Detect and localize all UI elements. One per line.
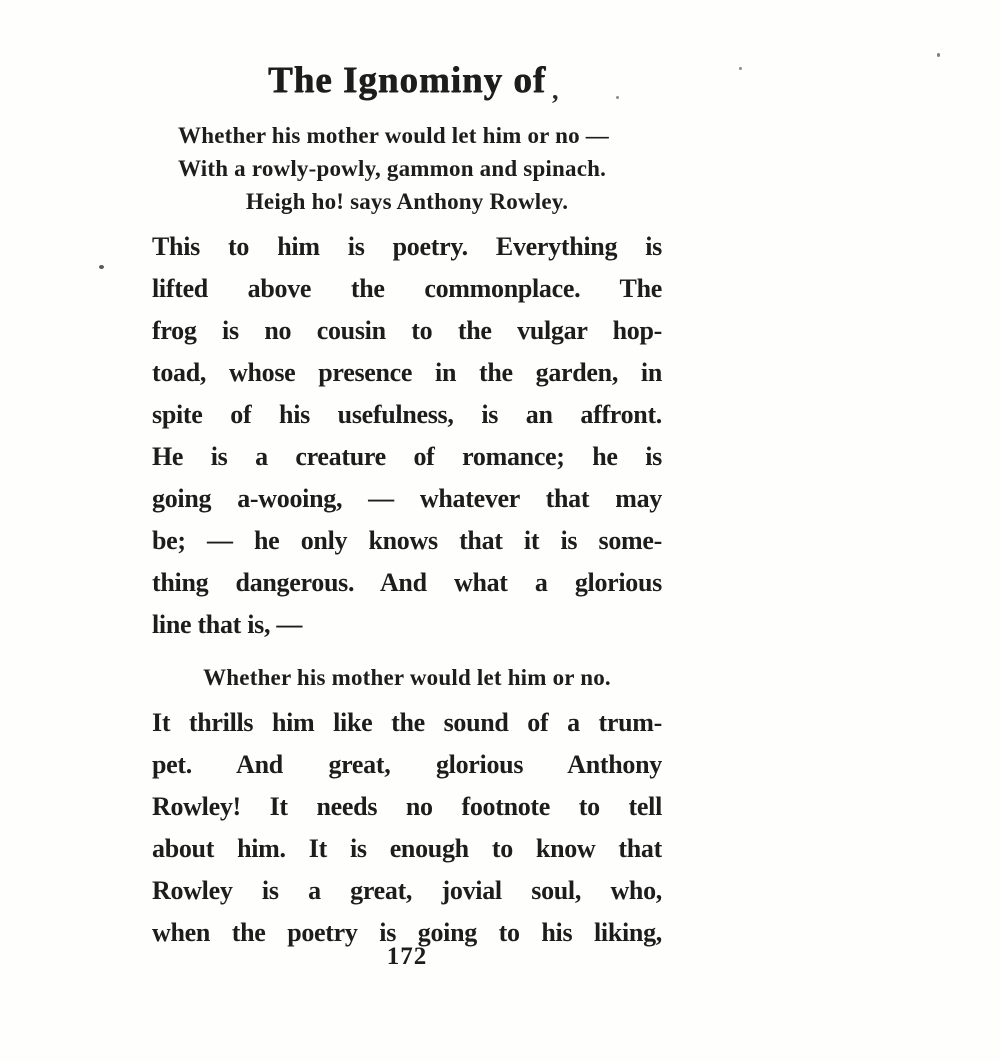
text-line: pet. And great, glorious Anthony <box>152 750 662 779</box>
page-number: 172 <box>386 943 428 970</box>
text-line: Rowley is a great, jovial soul, who, <box>152 876 662 905</box>
text-line: when the poetry is going to his liking, <box>152 918 662 947</box>
text-line: be; — he only knows that it is some- <box>152 526 662 555</box>
text-line: It thrills him like the sound of a trum- <box>152 708 662 737</box>
ink-speck <box>99 265 104 269</box>
ink-speck <box>739 67 742 70</box>
ink-speck <box>616 96 619 99</box>
text-line: toad, whose presence in the garden, in <box>152 358 662 387</box>
paragraph-2 <box>152 702 662 954</box>
text-line: about him. It is enough to know that <box>152 834 662 863</box>
text-line: going a-wooing, — whatever that may <box>152 484 662 513</box>
text-line: He is a creature of romance; he is <box>152 442 662 471</box>
paragraph-1 <box>152 226 662 646</box>
verse-line: Whether his mother would let him or no — <box>178 123 609 148</box>
running-header-title: The Ignominy of <box>267 60 547 101</box>
stray-comma-mark: , <box>552 76 559 105</box>
verse-line: Heigh ho! says Anthony Rowley. <box>245 189 569 214</box>
text-line: lifted above the commonplace. The <box>152 274 662 303</box>
text-line: Rowley! It needs no footnote to tell <box>152 792 662 821</box>
ink-speck <box>937 53 940 57</box>
text-line: This to him is poetry. Everything is <box>152 232 662 261</box>
text-line: line that is, — <box>152 610 303 639</box>
inline-verse-quote: Whether his mother would let him or no. <box>203 665 611 690</box>
verse-quote-block <box>152 119 662 218</box>
verse-line: With a rowly-powly, gammon and spinach. <box>178 156 607 181</box>
text-line: thing dangerous. And what a glorious <box>152 568 662 597</box>
text-line: spite of his usefulness, is an affront. <box>152 400 662 429</box>
text-line: frog is no cousin to the vulgar hop- <box>152 316 662 345</box>
